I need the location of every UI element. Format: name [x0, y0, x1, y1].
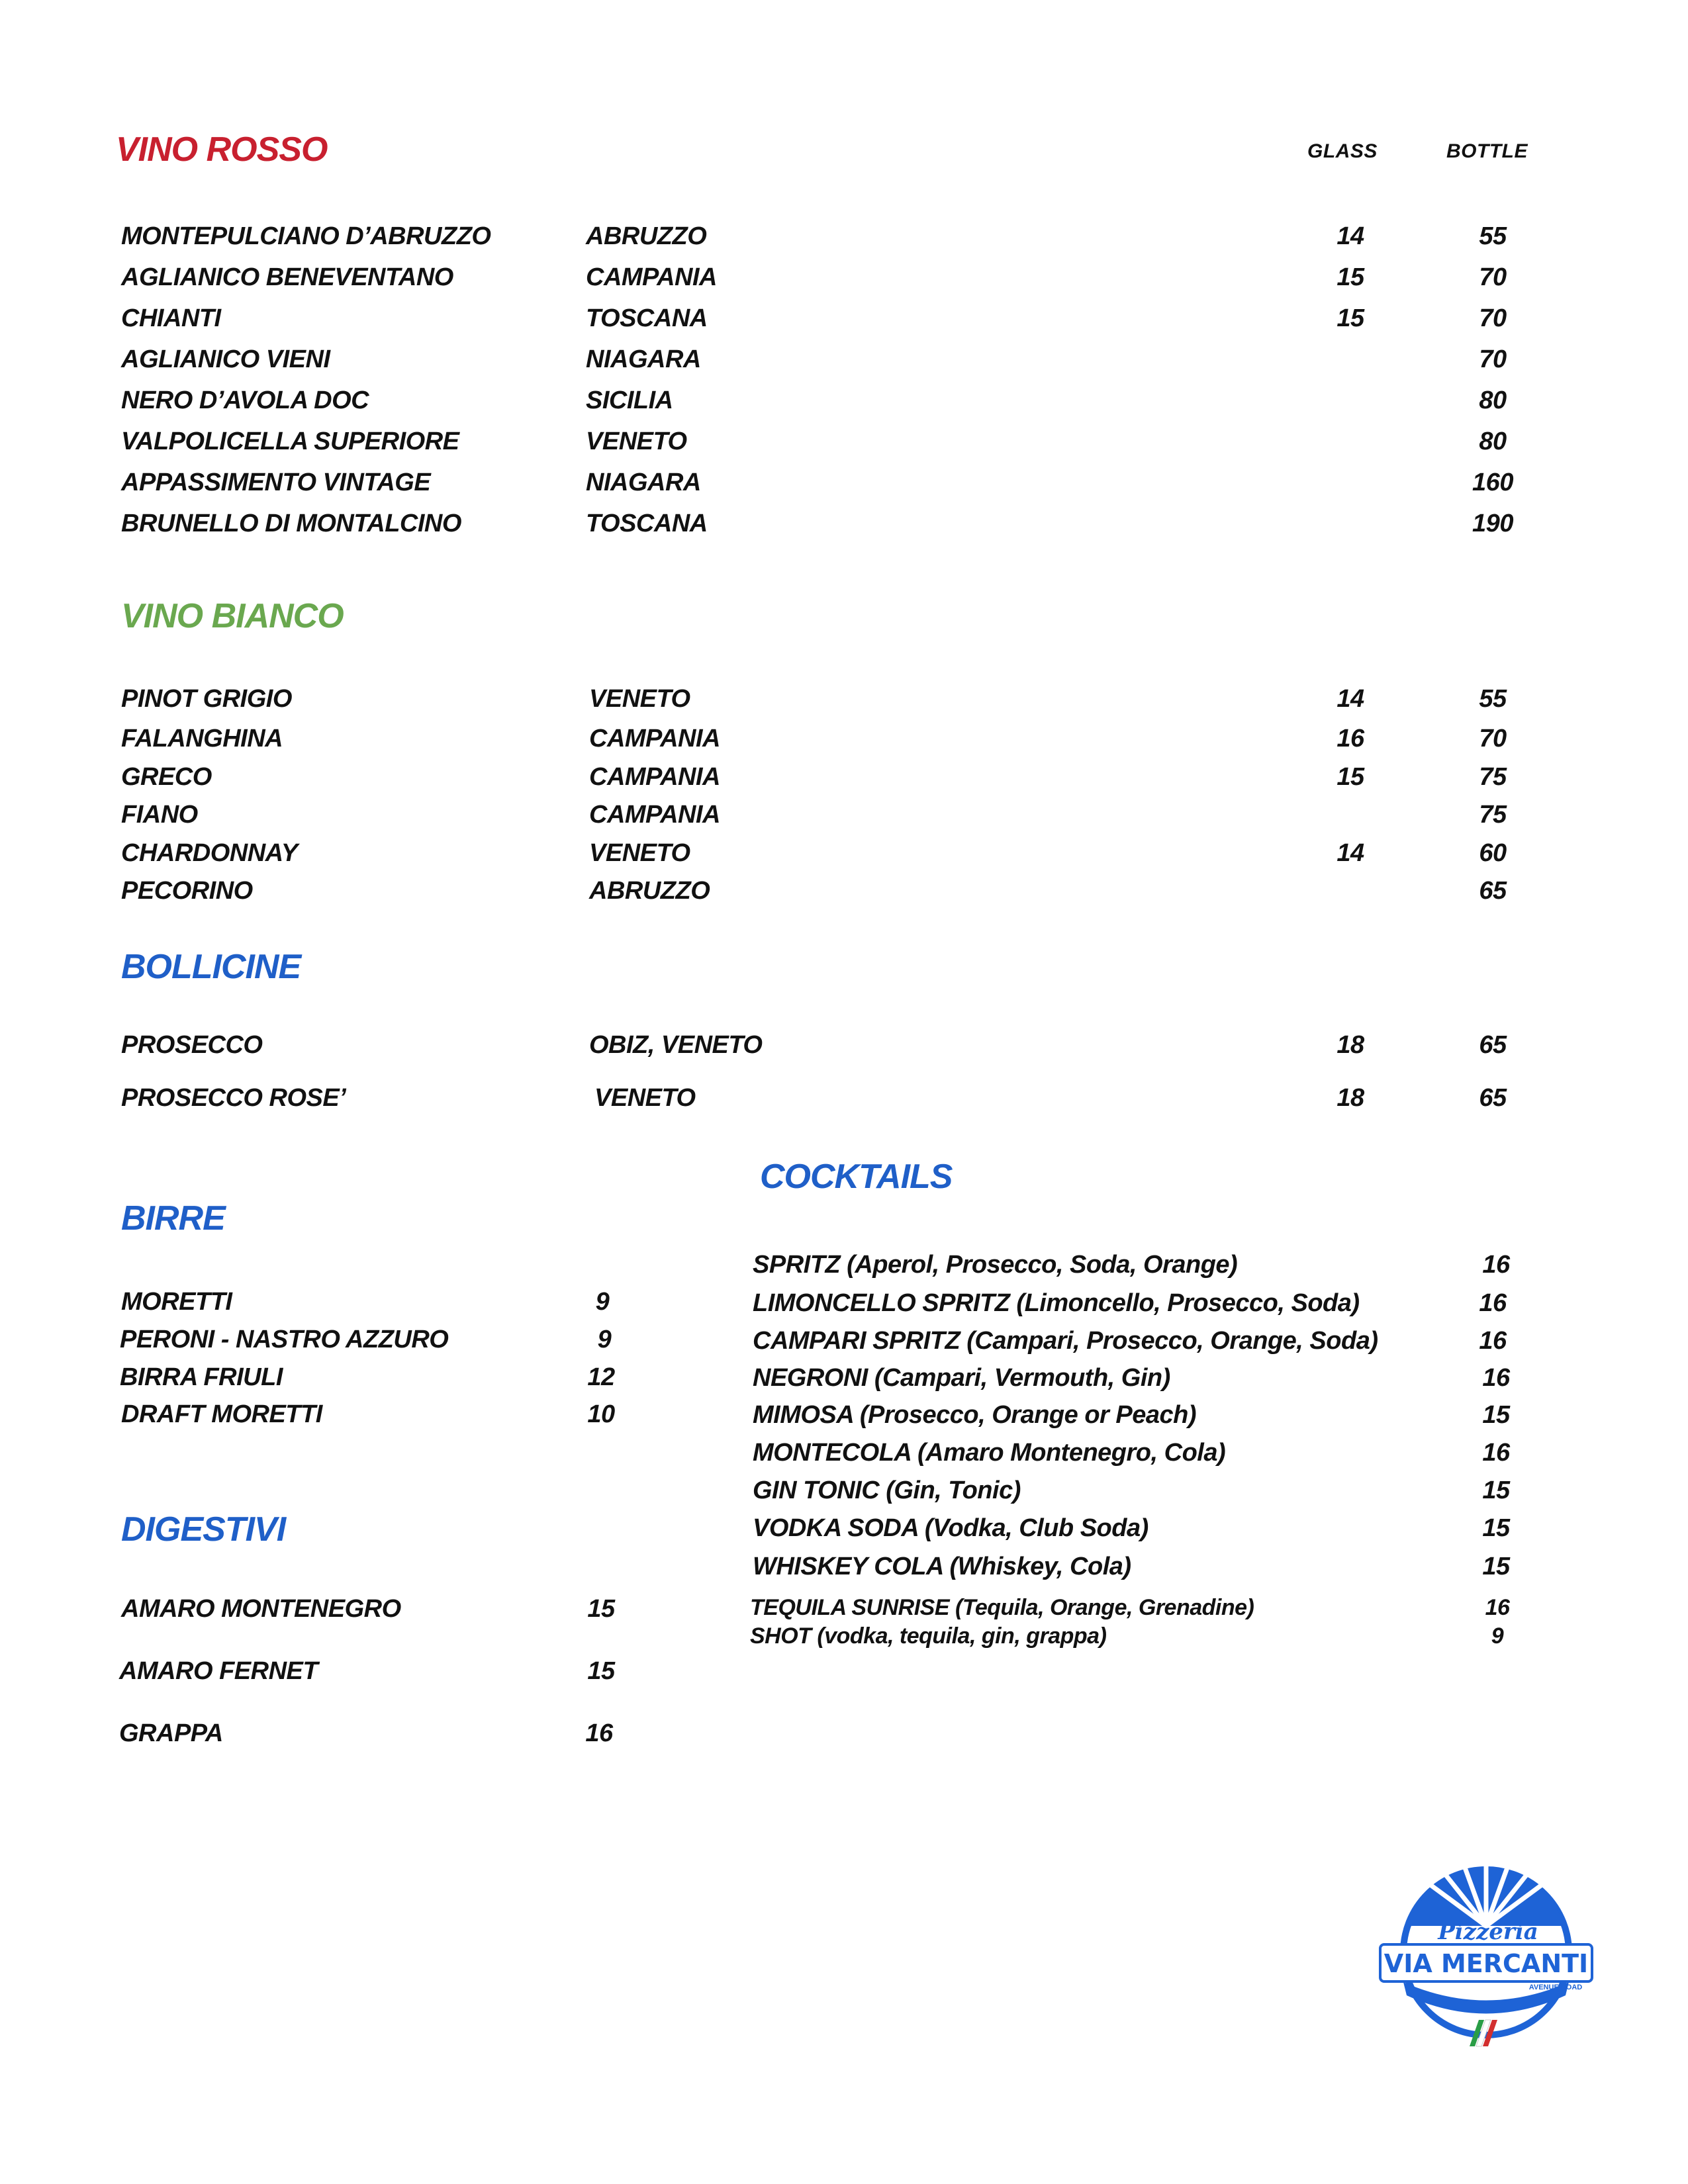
- glass-price: 15: [1336, 304, 1364, 332]
- wine-name: CHARDONNAY: [121, 839, 298, 867]
- cocktail-price: 16: [1482, 1364, 1510, 1392]
- bottle-price: 75: [1479, 801, 1507, 829]
- cocktail-name: VODKA SODA (Vodka, Club Soda): [753, 1514, 1149, 1542]
- section-title-vino-bianco: VINO BIANCO: [121, 597, 344, 635]
- glass-price: 18: [1336, 1031, 1364, 1059]
- cocktail-name: SPRITZ (Aperol, Prosecco, Soda, Orange): [753, 1251, 1238, 1279]
- bottle-price: 70: [1479, 725, 1507, 752]
- column-header-glass: GLASS: [1307, 140, 1378, 162]
- cocktail-name: GIN TONIC (Gin, Tonic): [753, 1477, 1021, 1504]
- bottle-price: 70: [1479, 263, 1507, 291]
- bottle-price: 60: [1479, 839, 1507, 867]
- wine-region: NIAGARA: [586, 469, 701, 496]
- birre-item-price: 10: [587, 1400, 615, 1428]
- bottle-price: 80: [1479, 428, 1507, 455]
- wine-region: ABRUZZO: [589, 877, 710, 905]
- wine-region: CAMPANIA: [586, 263, 717, 291]
- wine-name: AGLIANICO VIENI: [121, 345, 330, 373]
- wine-name: AGLIANICO BENEVENTANO: [121, 263, 453, 291]
- birre-item-price: 12: [587, 1363, 615, 1391]
- cocktail-name: LIMONCELLO SPRITZ (Limoncello, Prosecco, Soda): [753, 1289, 1360, 1317]
- glass-price: 14: [1336, 839, 1364, 867]
- glass-price: 14: [1336, 685, 1364, 713]
- wine-name: FIANO: [121, 801, 198, 829]
- wine-name: PINOT GRIGIO: [121, 685, 292, 713]
- bottle-price: 65: [1479, 1084, 1507, 1112]
- cocktail-price: 16: [1482, 1251, 1510, 1279]
- bottle-price: 70: [1479, 345, 1507, 373]
- cocktail-price: 16: [1485, 1595, 1510, 1620]
- section-title-cocktails: COCKTAILS: [760, 1158, 953, 1196]
- cocktail-price: 15: [1482, 1553, 1510, 1580]
- bottle-price: 80: [1479, 387, 1507, 414]
- cocktail-price: 16: [1479, 1289, 1507, 1317]
- wine-name: PECORINO: [121, 877, 253, 905]
- bottle-price: 65: [1479, 877, 1507, 905]
- wine-name: BRUNELLO DI MONTALCINO: [121, 510, 461, 537]
- pizzeria-logo-icon: [1377, 1866, 1595, 2065]
- logo-script: Pizzeria: [1438, 1919, 1538, 1945]
- wine-name: PROSECCO: [121, 1031, 263, 1059]
- digestivi-item-name: GRAPPA: [119, 1719, 223, 1747]
- cocktail-name: SHOT (vodka, tequila, gin, grappa): [750, 1623, 1107, 1649]
- column-header-bottle: BOTTLE: [1446, 140, 1528, 162]
- digestivi-item-name: AMARO FERNET: [119, 1657, 318, 1685]
- wine-region: VENETO: [586, 428, 687, 455]
- cocktail-price: 15: [1482, 1514, 1510, 1542]
- cocktail-name: WHISKEY COLA (Whiskey, Cola): [753, 1553, 1131, 1580]
- wine-region: OBIZ, VENETO: [589, 1031, 763, 1059]
- wine-name: VALPOLICELLA SUPERIORE: [121, 428, 459, 455]
- wine-region: TOSCANA: [586, 510, 708, 537]
- wine-region: CAMPANIA: [589, 725, 720, 752]
- wine-name: GRECO: [121, 763, 212, 791]
- birre-item-name: DRAFT MORETTI: [121, 1400, 322, 1428]
- cocktail-price: 9: [1491, 1623, 1504, 1649]
- digestivi-item-price: 16: [585, 1719, 613, 1747]
- bottle-price: 190: [1472, 510, 1513, 537]
- bottle-price: 55: [1479, 685, 1507, 713]
- birre-item-name: BIRRA FRIULI: [120, 1363, 283, 1391]
- wine-name: FALANGHINA: [121, 725, 283, 752]
- bottle-price: 160: [1472, 469, 1513, 496]
- cocktail-price: 15: [1482, 1401, 1510, 1429]
- section-title-birre: BIRRE: [121, 1199, 225, 1238]
- bottle-price: 75: [1479, 763, 1507, 791]
- birre-item-name: PERONI - NASTRO AZZURO: [120, 1326, 449, 1353]
- cocktail-name: CAMPARI SPRITZ (Campari, Prosecco, Orange, Soda): [753, 1327, 1378, 1355]
- glass-price: 18: [1336, 1084, 1364, 1112]
- wine-region: CAMPANIA: [589, 801, 720, 829]
- digestivi-item-price: 15: [587, 1595, 615, 1623]
- wine-name: CHIANTI: [121, 304, 221, 332]
- glass-price: 14: [1336, 222, 1364, 250]
- birre-item-price: 9: [595, 1288, 610, 1316]
- wine-region: TOSCANA: [586, 304, 708, 332]
- wine-name: APPASSIMENTO VINTAGE: [121, 469, 431, 496]
- logo-year: 2010: [1474, 1990, 1498, 2001]
- wine-region: SICILIA: [586, 387, 673, 414]
- digestivi-item-name: AMARO MONTENEGRO: [121, 1595, 401, 1623]
- cocktail-price: 16: [1482, 1439, 1510, 1467]
- glass-price: 16: [1336, 725, 1364, 752]
- wine-name: MONTEPULCIANO D’ABRUZZO: [121, 222, 491, 250]
- section-title-vino-rosso: VINO ROSSO: [116, 130, 328, 169]
- wine-name: NERO D’AVOLA DOC: [121, 387, 369, 414]
- glass-price: 15: [1336, 763, 1364, 791]
- glass-price: 15: [1336, 263, 1364, 291]
- birre-item-price: 9: [597, 1326, 612, 1353]
- section-title-digestivi: DIGESTIVI: [121, 1510, 286, 1549]
- wine-name: PROSECCO ROSE’: [121, 1084, 346, 1112]
- logo-subtitle: AVENUE ROAD: [1528, 1983, 1583, 1991]
- cocktail-price: 16: [1479, 1327, 1507, 1355]
- wine-region: VENETO: [589, 685, 690, 713]
- cocktail-name: MIMOSA (Prosecco, Orange or Peach): [753, 1401, 1196, 1429]
- wine-region: VENETO: [594, 1084, 696, 1112]
- wine-region: CAMPANIA: [589, 763, 720, 791]
- cocktail-name: NEGRONI (Campari, Vermouth, Gin): [753, 1364, 1170, 1392]
- logo-name: VIA MERCANTI: [1383, 1949, 1589, 1978]
- section-title-bollicine: BOLLICINE: [121, 948, 301, 986]
- bottle-price: 70: [1479, 304, 1507, 332]
- cocktail-name: MONTECOLA (Amaro Montenegro, Cola): [753, 1439, 1226, 1467]
- cocktail-price: 15: [1482, 1477, 1510, 1504]
- wine-region: VENETO: [589, 839, 690, 867]
- digestivi-item-price: 15: [587, 1657, 615, 1685]
- bottle-price: 65: [1479, 1031, 1507, 1059]
- birre-item-name: MORETTI: [121, 1288, 232, 1316]
- wine-region: NIAGARA: [586, 345, 701, 373]
- wine-region: ABRUZZO: [586, 222, 707, 250]
- bottle-price: 55: [1479, 222, 1507, 250]
- cocktail-name: TEQUILA SUNRISE (Tequila, Orange, Grenadine): [750, 1595, 1254, 1620]
